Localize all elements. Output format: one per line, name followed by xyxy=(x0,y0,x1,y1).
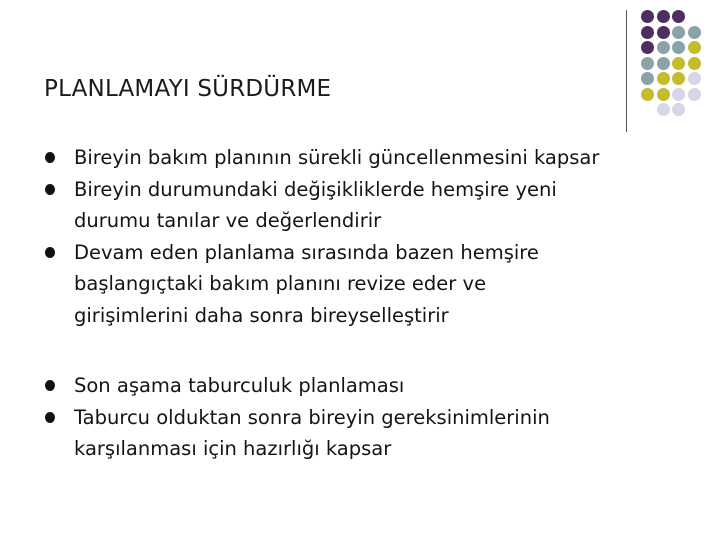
bullet-icon xyxy=(45,412,55,423)
bullet-item xyxy=(44,402,714,465)
bullet-line: girişimlerini daha sonra bireyselleştirir xyxy=(74,303,449,327)
slide-title: PLANLAMAYI SÜRDÜRME xyxy=(44,76,332,102)
bullet-line: Devam eden planlama sırasında bazen hemşire xyxy=(74,240,539,264)
decorative-dot xyxy=(657,103,670,116)
decorative-dot xyxy=(672,72,685,85)
decorative-dot xyxy=(672,88,685,101)
bullet-line: başlangıçtaki bakım planını revize eder ve xyxy=(74,272,487,295)
dot-grid-decoration xyxy=(641,10,717,120)
decorative-dot xyxy=(672,103,685,116)
bullet-list xyxy=(44,142,714,465)
bullet-item xyxy=(44,174,714,237)
decorative-dot xyxy=(688,57,701,70)
decorative-dot xyxy=(657,57,670,70)
decorative-dot xyxy=(657,41,670,54)
decorative-dot xyxy=(657,72,670,85)
bullet-icon xyxy=(45,152,55,163)
bullet-line: Bireyin durumundaki değişikliklerde hemşire yeni xyxy=(74,177,557,201)
decorative-dot xyxy=(688,26,701,39)
bullet-gap xyxy=(44,331,714,370)
bullet-item xyxy=(44,142,714,174)
decorative-dot xyxy=(688,88,701,101)
bullet-item xyxy=(44,237,714,332)
bullet-line: Taburcu olduktan sonra bireyin gereksinimlerinin xyxy=(74,405,550,429)
decorative-dot xyxy=(672,57,685,70)
decorative-dot xyxy=(641,10,654,23)
bullet-icon xyxy=(45,184,55,195)
bullet-item xyxy=(44,370,714,402)
decorative-dot xyxy=(641,72,654,85)
decorative-dot xyxy=(672,41,685,54)
decorative-dot xyxy=(657,26,670,39)
decorative-dot xyxy=(672,10,685,23)
decorative-dot xyxy=(688,72,701,85)
vertical-divider xyxy=(626,10,627,132)
decorative-dot xyxy=(641,88,654,101)
decorative-dot xyxy=(657,88,670,101)
decorative-dot xyxy=(672,26,685,39)
bullet-icon xyxy=(45,380,55,391)
decorative-dot xyxy=(641,26,654,39)
bullet-line: Bireyin bakım planının sürekli güncellenmesini kapsar xyxy=(74,146,600,169)
decorative-dot xyxy=(657,10,670,23)
bullet-line: Son aşama taburculuk planlaması xyxy=(74,374,405,397)
decorative-dot xyxy=(641,57,654,70)
decorative-dot xyxy=(688,41,701,54)
bullet-icon xyxy=(45,247,55,258)
bullet-line: karşılanması için hazırlığı kapsar xyxy=(74,437,392,460)
decorative-dot xyxy=(641,41,654,54)
bullet-line: durumu tanılar ve değerlendirir xyxy=(74,209,382,232)
